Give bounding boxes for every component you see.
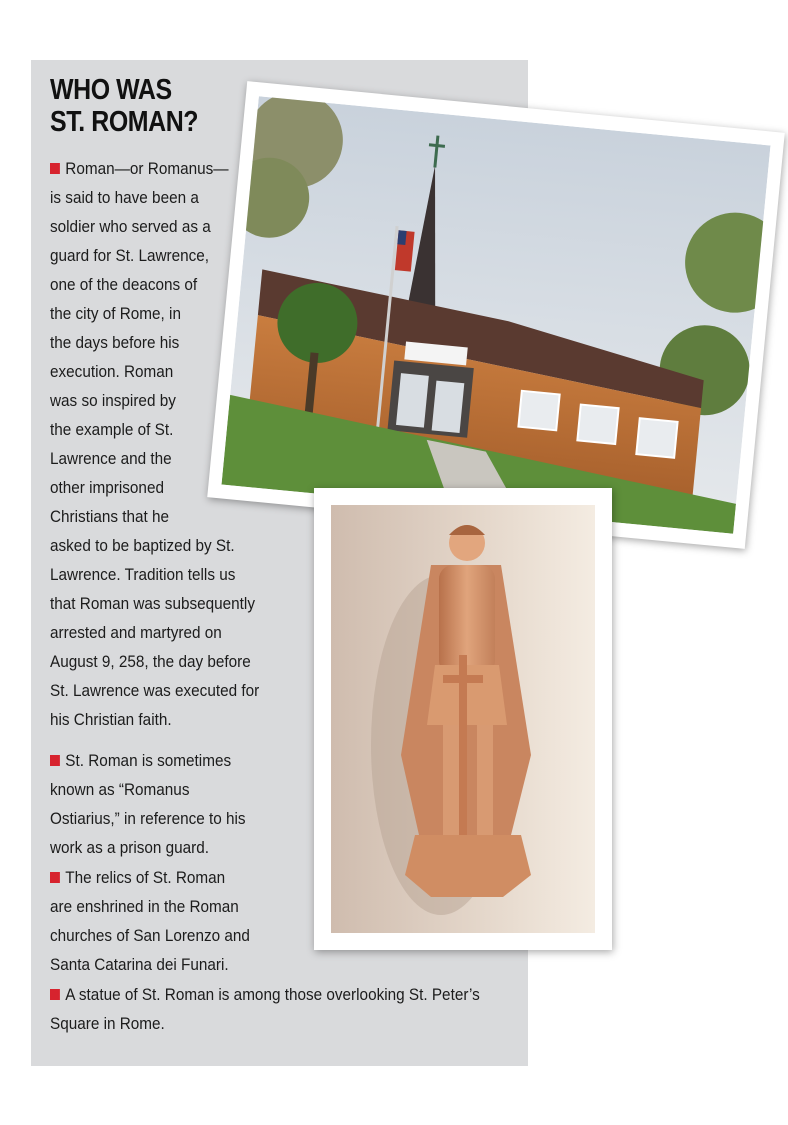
text-line: that Roman was subsequently [50,594,255,613]
text-line: Roman—or Romanus— [65,159,229,178]
text-line: the city of Rome, in [50,304,181,323]
church-illustration [221,96,770,533]
paragraph-4 [50,980,480,1038]
text-line: August 9, 258, the day before [50,652,251,671]
paragraph-3 [50,863,250,979]
text-line: churches of San Lorenzo and [50,926,250,945]
text-line: St. Lawrence was executed for [50,681,260,700]
text-line: Lawrence and the [50,449,172,468]
text-line: other imprisoned [50,478,164,497]
text-line: Santa Catarina dei Funari. [50,955,229,974]
text-line: his Christian faith. [50,710,172,729]
text-line: Square in Rome. [50,1014,165,1033]
bullet-square-icon [50,163,60,174]
title-line-1: WHO WAS [50,74,172,106]
page-title [50,74,198,138]
text-line: was so inspired by [50,391,176,410]
text-line: guard for St. Lawrence, [50,246,210,265]
text-line: St. Roman is sometimes [65,751,232,770]
text-line: one of the deacons of [50,275,198,294]
text-line: known as “Romanus [50,780,190,799]
bullet-square-icon [50,989,60,1000]
text-line: Christians that he [50,507,170,526]
bullet-square-icon [50,872,60,883]
paragraph-2 [50,746,246,862]
statue-illustration [331,505,595,933]
text-line: A statue of St. Roman is among those overlooking St. Peter’s [65,985,480,1004]
text-line: are enshrined in the Roman [50,897,239,916]
text-line: Lawrence. Tradition tells us [50,565,236,584]
text-line: the days before his [50,333,180,352]
text-line: the example of St. [50,420,174,439]
text-line: The relics of St. Roman [65,868,226,887]
text-line: work as a prison guard. [50,838,210,857]
text-line: execution. Roman [50,362,174,381]
bullet-square-icon [50,755,60,766]
text-line: soldier who served as a [50,217,211,236]
statue-photo [314,488,612,950]
text-line: is said to have been a [50,188,199,207]
text-line: Ostiarius,” in reference to his [50,809,246,828]
text-line: arrested and martyred on [50,623,222,642]
text-line: asked to be baptized by St. [50,536,235,555]
church-photo [207,81,785,549]
title-line-2: ST. ROMAN? [50,106,199,138]
